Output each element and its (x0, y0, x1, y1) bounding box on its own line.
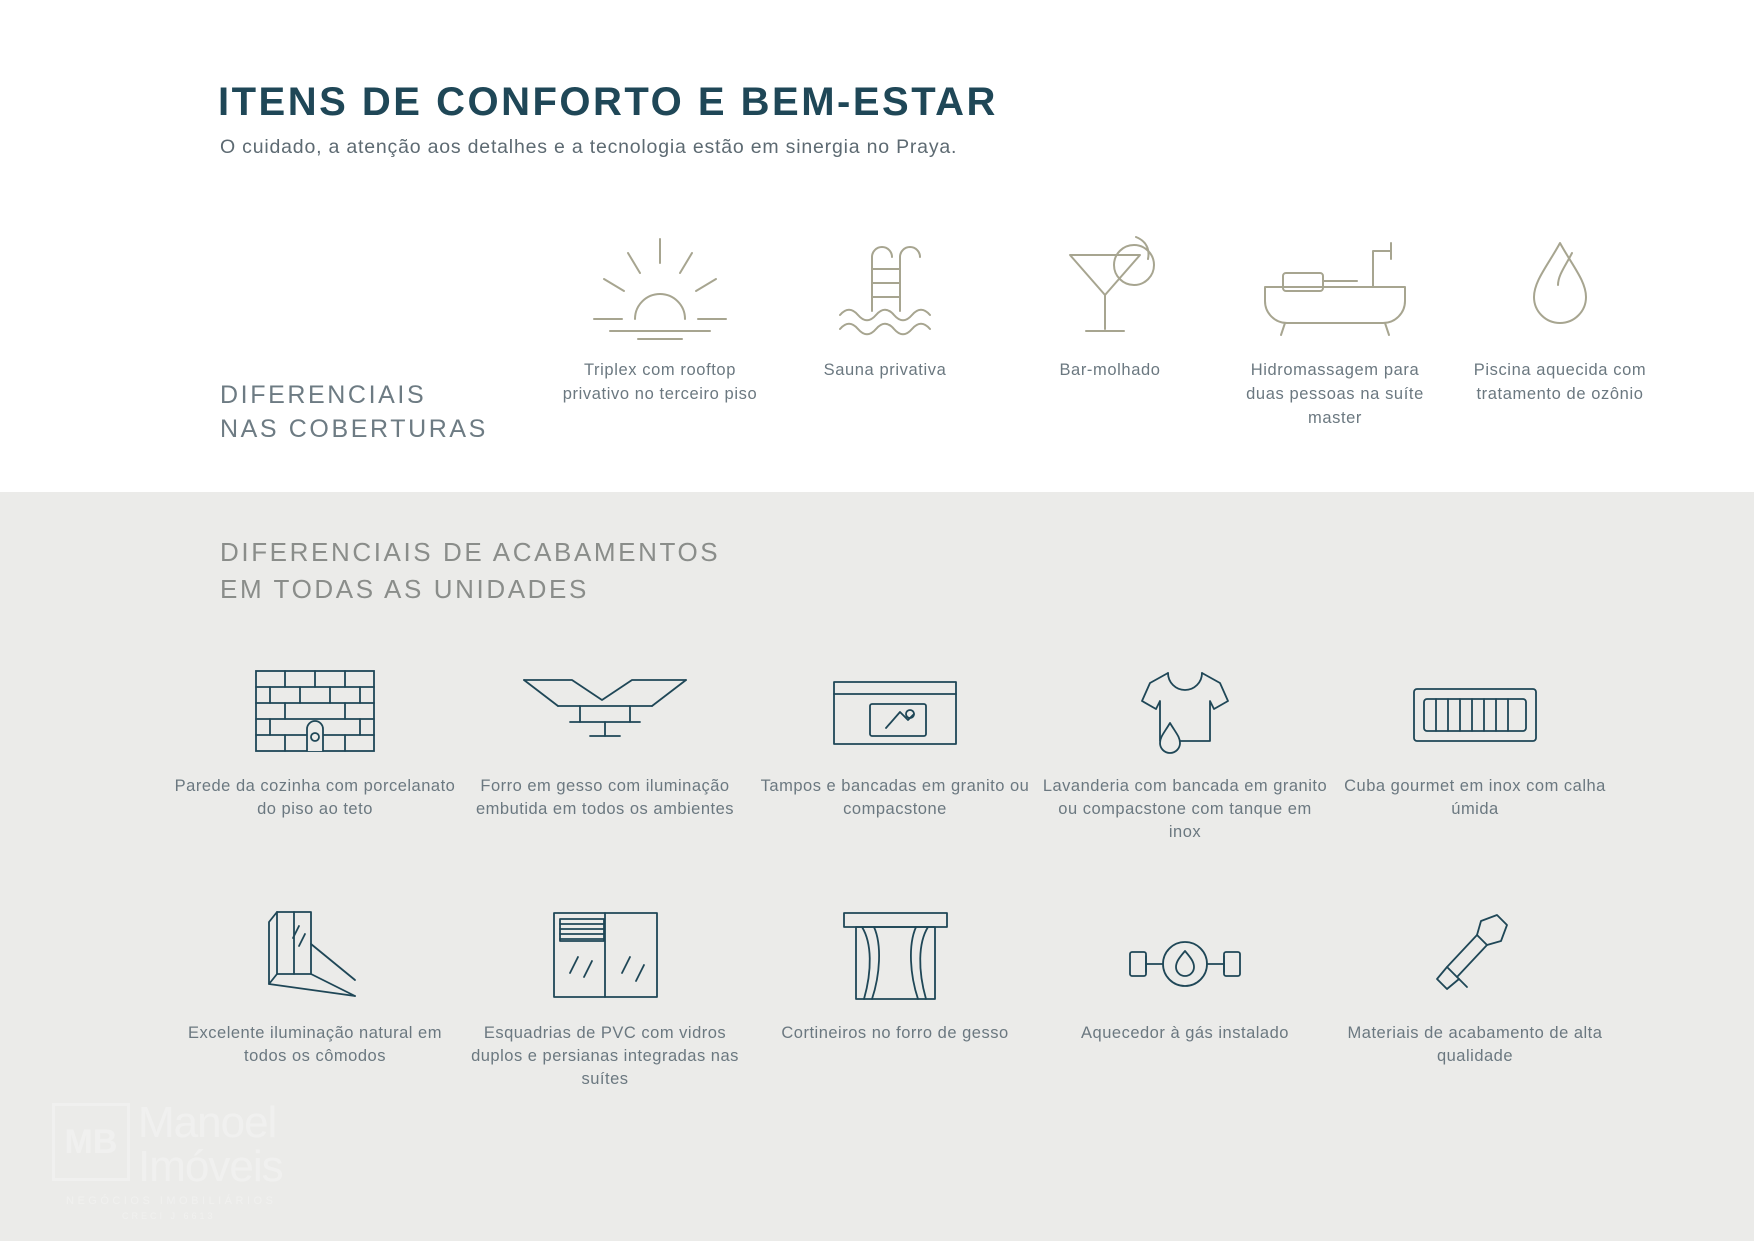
cobertura-caption: Triplex com rooftop privativo no terceiro piso (562, 361, 758, 403)
acabamento-item (170, 899, 460, 1091)
cobertura-item (1235, 228, 1435, 430)
bathtub-icon (1255, 228, 1415, 348)
cobertura-item (560, 228, 760, 406)
watermark-name-line2: Imóveis (138, 1142, 283, 1191)
cocktail-glass-icon (1050, 228, 1170, 348)
acabamento-item (1040, 899, 1330, 1091)
cobertura-item (785, 228, 985, 382)
laundry-shirt-icon (1130, 652, 1240, 757)
coberturas-section-label (220, 378, 488, 446)
natural-light-window-icon (255, 899, 375, 1004)
page-subtitle: O cuidado, a atenção aos detalhes e a tecnologia estão em sinergia no Praya. (220, 136, 958, 158)
curtain-rail-icon (838, 899, 953, 1004)
acabamento-caption: Cortineiros no forro de gesso (781, 1024, 1009, 1042)
top-section (0, 0, 1754, 492)
gas-heater-icon (1120, 899, 1250, 1004)
watermark-tagline: NEGÓCIOS IMOBILIÁRIOS (66, 1195, 277, 1207)
brick-wall-icon (252, 652, 378, 757)
cobertura-caption: Hidromassagem para duas pessoas na suíte master (1246, 361, 1424, 427)
acabamentos-title-line1: DIFERENCIAIS DE ACABAMENTOS (220, 537, 721, 567)
acabamento-caption: Excelente iluminação natural em todos os cômodos (188, 1024, 442, 1065)
acabamento-caption: Cuba gourmet em inox com calha úmida (1344, 777, 1606, 818)
acabamento-item (460, 899, 750, 1091)
cobertura-caption: Sauna privativa (823, 361, 947, 379)
cobertura-caption: Piscina aquecida com tratamento de ozônio (1473, 361, 1647, 403)
cobertura-item (1010, 228, 1210, 382)
watermark-name-line1: Manoel (138, 1098, 277, 1147)
coberturas-items (560, 228, 1660, 430)
acabamento-item (170, 652, 460, 844)
water-drop-icon (1510, 228, 1610, 348)
acabamento-item (750, 899, 1040, 1091)
cobertura-caption: Bar-molhado (1059, 361, 1161, 379)
acabamento-caption: Forro em gesso com iluminação embutida em todos os ambientes (475, 777, 735, 818)
acabamento-item (750, 652, 1040, 844)
acabamentos-grid (170, 652, 1620, 1146)
acabamento-caption: Parede da cozinha com porcelanato do piso ao teto (174, 777, 456, 818)
pvc-window-icon (548, 899, 663, 1004)
page-title: ITENS DE CONFORTO E BEM-ESTAR (218, 80, 998, 124)
pool-ladder-icon (820, 228, 950, 348)
acabamento-caption: Lavanderia com bancada em granito ou compacstone com tanque em inox (1042, 777, 1328, 841)
coberturas-label-line1: DIFERENCIAIS (220, 381, 427, 409)
countertop-icon (830, 652, 960, 757)
acabamento-item (1040, 652, 1330, 844)
acabamento-caption: Aquecedor à gás instalado (1081, 1024, 1289, 1042)
watermark-initials: MB (52, 1103, 130, 1181)
acabamentos-title-line2: EM TODAS AS UNIDADES (220, 574, 589, 604)
acabamento-item (1330, 652, 1620, 844)
gourmet-sink-icon (1410, 652, 1540, 757)
wrench-icon (1425, 899, 1525, 1004)
acabamento-caption: Esquadrias de PVC com vidros duplos e persianas integradas nas suítes (471, 1024, 739, 1088)
ceiling-light-icon (520, 652, 690, 757)
cobertura-item (1460, 228, 1660, 406)
sunrise-icon (580, 228, 740, 348)
acabamento-item (1330, 899, 1620, 1091)
acabamento-caption: Materiais de acabamento de alta qualidade (1347, 1024, 1603, 1065)
acabamentos-section (0, 492, 1754, 1241)
acabamento-item (460, 652, 750, 844)
acabamentos-title (220, 534, 720, 608)
coberturas-label-line2: NAS COBERTURAS (220, 415, 488, 443)
watermark-registry: CRECI J 6613 (122, 1211, 216, 1221)
acabamento-caption: Tampos e bancadas em granito ou compacstone (760, 777, 1030, 818)
